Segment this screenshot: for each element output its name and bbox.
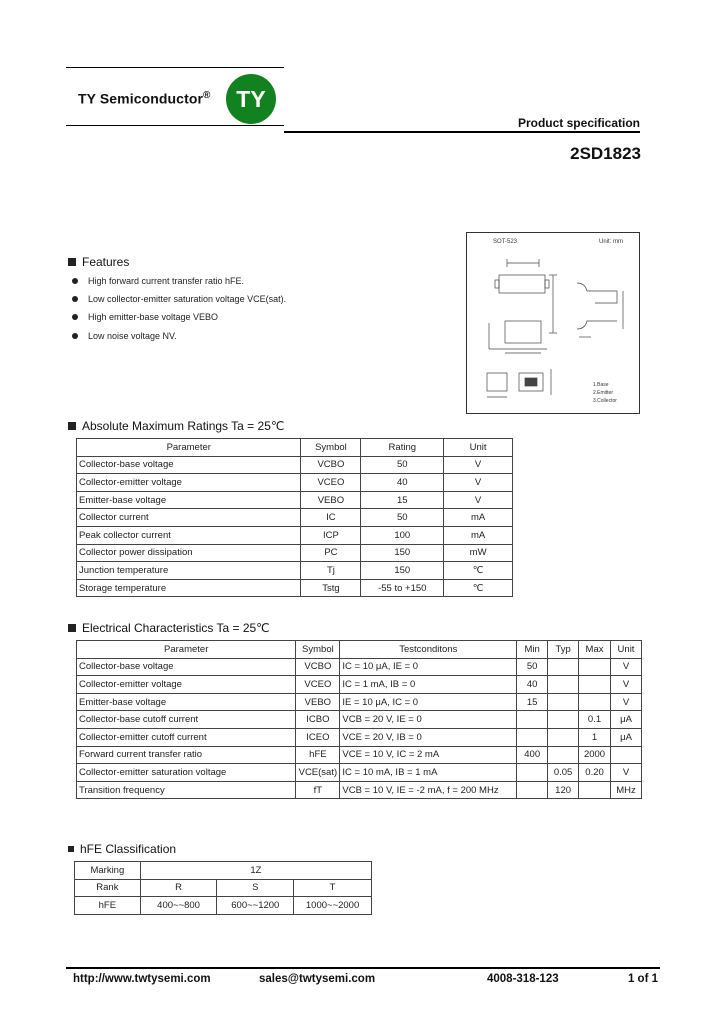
value-cell: 40: [361, 474, 444, 492]
header-cell: Parameter: [77, 641, 296, 659]
value-cell: ICP: [301, 526, 361, 544]
phone-number: 4008-318-123: [487, 973, 559, 985]
value-cell: [611, 746, 642, 764]
table-row: [77, 509, 513, 527]
value-cell: [548, 658, 579, 676]
value-cell: [548, 676, 579, 694]
feature-item: Low noise voltage NV.: [72, 331, 177, 341]
value-cell: [579, 658, 611, 676]
hfe-range-cell: 1000~~2000: [294, 897, 372, 915]
value-cell: 120: [548, 781, 579, 799]
bullet-icon: [72, 296, 78, 302]
pin-label: 2.Emitter: [593, 390, 614, 396]
value-cell: 0.05: [548, 764, 579, 782]
value-cell: [548, 728, 579, 746]
package-drawing: [466, 232, 640, 414]
rank-cell: T: [294, 879, 372, 897]
header-cell: Parameter: [77, 439, 301, 457]
hfe-class-heading: hFE Classification: [68, 842, 176, 856]
table-row: [75, 879, 372, 897]
value-cell: VCE = 10 V, IC = 2 mA: [340, 746, 517, 764]
website-link[interactable]: http://www.twtysemi.com: [73, 973, 211, 985]
bullet-icon: [72, 333, 78, 339]
value-cell: 15: [361, 491, 444, 509]
value-cell: VCEO: [296, 676, 340, 694]
abs-max-heading: Absolute Maximum Ratings Ta = 25℃: [68, 419, 284, 433]
pin-label: 1.Base: [593, 382, 609, 388]
value-cell: VCE = 20 V, IB = 0: [340, 728, 517, 746]
marking-label: Marking: [75, 862, 141, 880]
value-cell: 40: [517, 676, 548, 694]
header-right-rule: [284, 131, 640, 133]
value-cell: ICBO: [296, 711, 340, 729]
hfe-range-cell: 600~~1200: [217, 897, 294, 915]
value-cell: 0.20: [579, 764, 611, 782]
table-row: [77, 562, 513, 580]
value-cell: IC = 1 mA, IB = 0: [340, 676, 517, 694]
parameter-cell: Collector-emitter voltage: [77, 676, 296, 694]
value-cell: 150: [361, 562, 444, 580]
value-cell: mA: [444, 526, 513, 544]
section-square-icon: [68, 624, 76, 632]
parameter-cell: Transition frequency: [77, 781, 296, 799]
value-cell: MHz: [611, 781, 642, 799]
page-number: 1 of 1: [627, 973, 658, 985]
value-cell: ℃: [444, 579, 513, 597]
footer-rule: [66, 967, 660, 969]
marking-value: 1Z: [140, 862, 371, 880]
value-cell: V: [611, 658, 642, 676]
section-square-icon: [68, 846, 74, 852]
value-cell: [517, 711, 548, 729]
rank-cell: S: [217, 879, 294, 897]
parameter-cell: Collector-base cutoff current: [77, 711, 296, 729]
header-top-rule: [66, 67, 284, 68]
header-cell: Typ: [548, 641, 579, 659]
pin-label: 3.Collector: [593, 398, 617, 404]
parameter-cell: Collector current: [77, 509, 301, 527]
value-cell: [548, 746, 579, 764]
section-square-icon: [68, 258, 76, 266]
value-cell: μA: [611, 728, 642, 746]
value-cell: 15: [517, 693, 548, 711]
value-cell: PC: [301, 544, 361, 562]
header-cell: Unit: [611, 641, 642, 659]
abs-max-table: [76, 438, 513, 597]
table-row: [77, 676, 642, 694]
value-cell: VCB = 10 V, IE = -2 mA, f = 200 MHz: [340, 781, 517, 799]
table-row: [77, 474, 513, 492]
hfe-range-cell: 400~~800: [140, 897, 217, 915]
value-cell: V: [611, 676, 642, 694]
parameter-cell: Collector-base voltage: [77, 456, 301, 474]
value-cell: fT: [296, 781, 340, 799]
header-cell: Rating: [361, 439, 444, 457]
table-header-row: [77, 641, 642, 659]
table-row: [77, 658, 642, 676]
value-cell: 2000: [579, 746, 611, 764]
header-cell: Min: [517, 641, 548, 659]
package-name: SOT-523: [493, 239, 518, 245]
email-link[interactable]: sales@twtysemi.com: [259, 973, 376, 985]
table-row: [77, 456, 513, 474]
header-cell: Symbol: [296, 641, 340, 659]
value-cell: ℃: [444, 562, 513, 580]
feature-item: Low collector-emitter saturation voltage VCE(sat).: [72, 294, 286, 304]
pin-legend: [593, 381, 617, 405]
table-row: [77, 764, 642, 782]
value-cell: [517, 728, 548, 746]
parameter-cell: Collector-base voltage: [77, 658, 296, 676]
value-cell: IC: [301, 509, 361, 527]
value-cell: VCEO: [301, 474, 361, 492]
parameter-cell: Storage temperature: [77, 579, 301, 597]
value-cell: [548, 693, 579, 711]
value-cell: VEBO: [296, 693, 340, 711]
parameter-cell: Collector power dissipation: [77, 544, 301, 562]
value-cell: 150: [361, 544, 444, 562]
parameter-cell: Emitter-base voltage: [77, 693, 296, 711]
value-cell: V: [444, 456, 513, 474]
package-unit: Unit: mm: [599, 239, 623, 245]
value-cell: mA: [444, 509, 513, 527]
value-cell: [548, 711, 579, 729]
table-row: [77, 711, 642, 729]
bullet-icon: [72, 278, 78, 284]
value-cell: ICEO: [296, 728, 340, 746]
value-cell: Tj: [301, 562, 361, 580]
rank-cell: R: [140, 879, 217, 897]
value-cell: 0.1: [579, 711, 611, 729]
hfe-class-table: [74, 861, 372, 915]
table-row: [77, 526, 513, 544]
parameter-cell: Peak collector current: [77, 526, 301, 544]
value-cell: VCE(sat): [296, 764, 340, 782]
value-cell: [579, 781, 611, 799]
parameter-cell: Emitter-base voltage: [77, 491, 301, 509]
header-mid-rule: [66, 125, 284, 126]
table-header-row: [77, 439, 513, 457]
value-cell: V: [611, 693, 642, 711]
parameter-cell: Junction temperature: [77, 562, 301, 580]
feature-item: High forward current transfer ratio hFE.: [72, 276, 244, 286]
value-cell: [517, 781, 548, 799]
value-cell: [579, 693, 611, 711]
value-cell: VEBO: [301, 491, 361, 509]
elec-char-table: [76, 640, 642, 799]
value-cell: [517, 764, 548, 782]
table-row: [77, 746, 642, 764]
value-cell: 100: [361, 526, 444, 544]
value-cell: IC = 10 mA, IB = 1 mA: [340, 764, 517, 782]
header-cell: Max: [579, 641, 611, 659]
header-cell: Symbol: [301, 439, 361, 457]
feature-item: High emitter-base voltage VEBO: [72, 312, 218, 322]
value-cell: V: [444, 474, 513, 492]
parameter-cell: Collector-emitter cutoff current: [77, 728, 296, 746]
value-cell: V: [611, 764, 642, 782]
value-cell: 50: [361, 509, 444, 527]
value-cell: 400: [517, 746, 548, 764]
bullet-icon: [72, 314, 78, 320]
value-cell: mW: [444, 544, 513, 562]
value-cell: IE = 10 μA, IC = 0: [340, 693, 517, 711]
table-row: [77, 491, 513, 509]
parameter-cell: Forward current transfer ratio: [77, 746, 296, 764]
value-cell: 1: [579, 728, 611, 746]
hfe-label: hFE: [75, 897, 141, 915]
part-number: 2SD1823: [570, 144, 641, 163]
value-cell: VCBO: [296, 658, 340, 676]
value-cell: 50: [361, 456, 444, 474]
section-square-icon: [68, 422, 76, 430]
table-row: [75, 897, 372, 915]
parameter-cell: Collector-emitter voltage: [77, 474, 301, 492]
value-cell: Tstg: [301, 579, 361, 597]
parameter-cell: Collector-emitter saturation voltage: [77, 764, 296, 782]
value-cell: -55 to +150: [361, 579, 444, 597]
table-row: [77, 728, 642, 746]
product-specification: Product specification: [517, 116, 640, 130]
value-cell: μA: [611, 711, 642, 729]
table-row: [77, 544, 513, 562]
company-logo: TY: [226, 74, 276, 124]
value-cell: VCBO: [301, 456, 361, 474]
table-row: [77, 781, 642, 799]
value-cell: 50: [517, 658, 548, 676]
header-cell: Testconditons: [340, 641, 517, 659]
rank-label: Rank: [75, 879, 141, 897]
value-cell: VCB = 20 V, IE = 0: [340, 711, 517, 729]
value-cell: hFE: [296, 746, 340, 764]
table-row: [77, 693, 642, 711]
features-heading: Features: [68, 255, 129, 269]
elec-char-heading: Electrical Characteristics Ta = 25℃: [68, 621, 270, 635]
header-cell: Unit: [444, 439, 513, 457]
value-cell: [579, 676, 611, 694]
value-cell: V: [444, 491, 513, 509]
value-cell: IC = 10 μA, IE = 0: [340, 658, 517, 676]
brand-name: TY Semiconductor®: [78, 90, 211, 107]
table-row: [75, 862, 372, 880]
table-row: [77, 579, 513, 597]
